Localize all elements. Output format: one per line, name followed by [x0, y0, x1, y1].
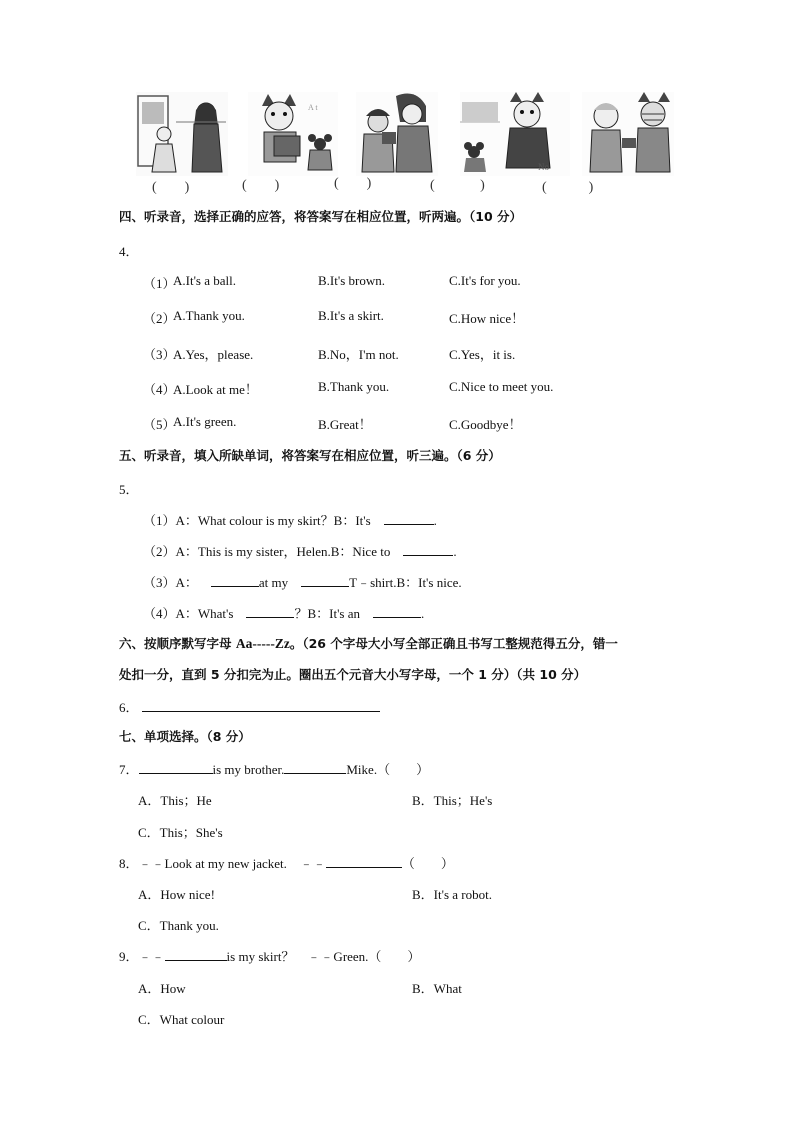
section-7-heading: 七、单项选择。（8 分） — [119, 729, 251, 744]
answer-paren-3: ( ) — [334, 176, 372, 191]
blank-line[interactable] — [373, 605, 421, 618]
row-number: （1） — [143, 276, 176, 291]
row-number: （3） — [143, 347, 176, 362]
answer-paren-2: ( ) — [242, 178, 280, 193]
question-8-option-a[interactable]: A．How nice! — [138, 887, 215, 902]
question-9: 9．﹣﹣ is my skirt？ ﹣﹣Green.（ ） — [119, 949, 421, 964]
question-9-option-a[interactable]: A．How — [138, 981, 186, 996]
question-6: 6． — [119, 697, 380, 716]
question-7: 7． is my brother. Mike.（ ） — [119, 762, 430, 777]
option-a: A.Thank you. — [173, 308, 245, 323]
section-5-item-4: （4）A：What's ？B：It's an . — [143, 606, 425, 621]
blank-line[interactable] — [384, 512, 434, 525]
option-c: C.Nice to meet you. — [449, 379, 554, 394]
question-5-number: 5． — [119, 482, 139, 497]
picture-2 — [248, 92, 338, 176]
option-a: A.Look at me！ — [173, 382, 258, 397]
picture-strip — [130, 92, 680, 196]
option-a: A.Yes，please. — [173, 347, 254, 362]
blank-line[interactable] — [403, 543, 453, 556]
option-c: C.Yes，it is. — [449, 347, 516, 362]
question-8: 8．﹣﹣Look at my new jacket. ﹣﹣ （ ） — [119, 856, 454, 871]
question-8-option-c[interactable]: C．Thank you. — [138, 918, 219, 933]
option-a: A.It's green. — [173, 414, 237, 429]
option-c: C.Goodbye！ — [449, 417, 522, 432]
blank-line[interactable] — [246, 605, 294, 618]
option-c: C.How nice！ — [449, 311, 525, 326]
blank-line[interactable] — [301, 574, 349, 587]
question-7-option-a[interactable]: A．This；He — [138, 793, 212, 808]
section-5-item-3: （3）A： at my T﹣shirt.B：It's nice. — [143, 575, 462, 590]
row-number: （5） — [143, 417, 176, 432]
question-9-option-b[interactable]: B．What — [412, 981, 462, 996]
option-b: B.It's a skirt. — [318, 308, 384, 323]
section-5-item-2: （2）A：This is my sister，Helen.B：Nice to . — [143, 544, 457, 559]
option-b: B.No，I'm not. — [318, 347, 399, 362]
question-7-option-c[interactable]: C．This；She's — [138, 825, 223, 840]
picture-1 — [136, 92, 228, 176]
picture-4 — [460, 92, 570, 176]
option-b: B.Thank you. — [318, 379, 390, 394]
option-c: C.It's for you. — [449, 273, 521, 288]
answer-paren-4: ( ) — [430, 178, 485, 193]
answer-paren-5: ( ) — [542, 180, 594, 195]
row-number: （2） — [143, 311, 176, 326]
picture-5 — [582, 92, 674, 176]
row-number: （4） — [143, 382, 176, 397]
option-b: B.It's brown. — [318, 273, 385, 288]
svg-text:No: No — [538, 162, 549, 172]
question-4-number: 4． — [119, 244, 139, 259]
option-a: A.It's a ball. — [173, 273, 236, 288]
blank-line[interactable] — [284, 761, 346, 774]
question-9-option-c[interactable]: C．What colour — [138, 1012, 225, 1027]
question-8-option-b[interactable]: B．It's a robot. — [412, 887, 492, 902]
answer-paren-1: ( ) — [152, 180, 190, 195]
section-6-heading-line2: 处扣一分，直到 5 分扣完为止。圈出五个元音大小写字母，一个 1 分）（共 10 分） — [119, 667, 587, 682]
blank-line[interactable] — [211, 574, 259, 587]
blank-line[interactable] — [326, 855, 402, 868]
section-5-item-1: （1）A：What colour is my skirt？B：It's . — [143, 513, 437, 528]
picture-3 — [356, 92, 438, 176]
blank-line[interactable] — [165, 948, 227, 961]
section-4-heading: 四、听录音，选择正确的应答，将答案写在相应位置，听两遍。（10 分） — [119, 209, 522, 224]
blank-line[interactable] — [139, 761, 213, 774]
question-7-option-b[interactable]: B．This；He's — [412, 793, 493, 808]
section-5-heading: 五、听录音，填入所缺单词，将答案写在相应位置，听三遍。（6 分） — [119, 448, 501, 463]
svg-text:A t: A t — [308, 103, 318, 112]
section-6-heading: 六、按顺序默写字母 Aa-----Zz。（26 个字母大小写全部正确且书写工整规范得五分，错一 — [119, 636, 618, 651]
option-b: B.Great！ — [318, 417, 372, 432]
answer-line[interactable] — [142, 699, 380, 712]
